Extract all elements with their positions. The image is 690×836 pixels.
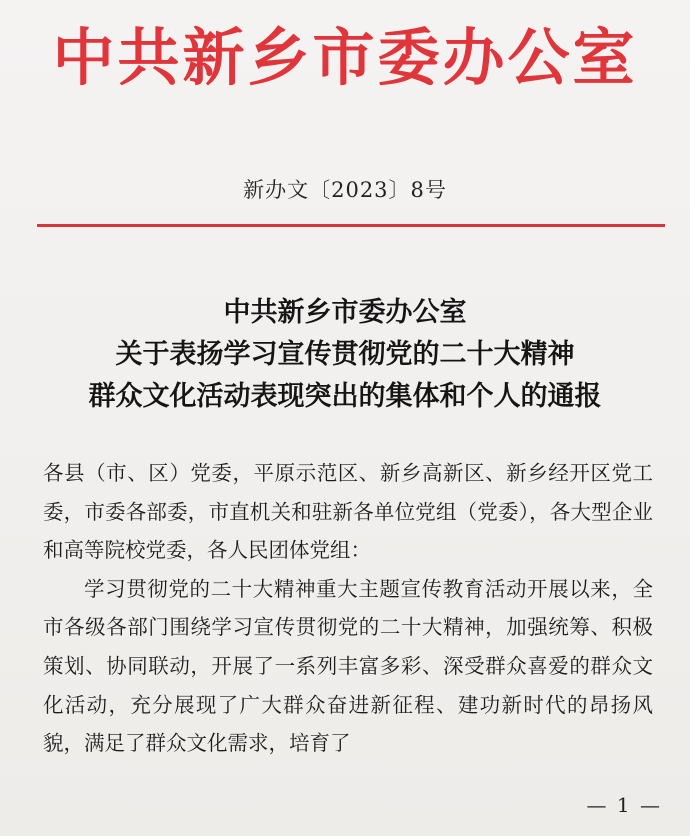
salutation: 各县（市、区）党委，平原示范区、新乡高新区、新乡经开区党工委，市委各部委，市直机关和驻新各单位党组（党委），各大型企业和高等院校党委，各人民团体党组： [43, 461, 653, 563]
body-paragraph-1: 学习贯彻党的二十大精神重大主题宣传教育活动开展以来，全市各级各部门围绕学习宣传贯彻党的二十大精神，加强统筹、积极策划、协同联动，开展了一系列丰富多彩、深受群众喜爱的群众文化活动，充分展现了广大群众奋进新征程、建功新时代的昂扬风貌，满足了群众文化需求，培育了 [43, 576, 653, 756]
title-line-2: 关于表扬学习宣传贯彻党的二十大精神 [115, 339, 575, 370]
red-divider-line [37, 224, 665, 227]
page-number: — 1 — [586, 793, 662, 817]
title-line-3: 群众文化活动表现突出的集体和个人的通报 [88, 381, 602, 412]
document-number: 新办文〔2023〕8号 [243, 178, 447, 202]
document-title [0, 292, 690, 418]
issuing-organization-header: 中共新乡市委办公室 [52, 21, 638, 94]
title-line-1: 中共新乡市委办公室 [223, 297, 467, 328]
document-body [43, 454, 653, 763]
